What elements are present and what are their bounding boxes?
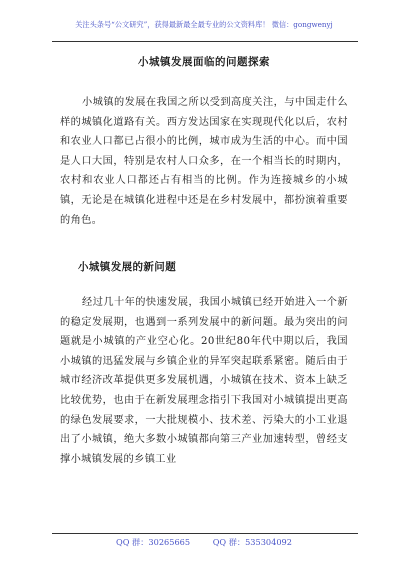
paragraph-new-problems bbox=[60, 293, 348, 517]
footer bbox=[0, 537, 408, 548]
header-divider bbox=[52, 41, 358, 42]
section-heading: 小城镇发展的新问题 bbox=[78, 261, 177, 273]
footer-qq-group-1: QQ 群：30265665 bbox=[116, 537, 191, 547]
document-title: 小城镇发展面临的问题探索 bbox=[138, 56, 270, 68]
footer-divider bbox=[52, 533, 358, 534]
paragraph-intro bbox=[60, 93, 348, 230]
footer-qq-group-2: QQ 群：535304092 bbox=[212, 537, 292, 547]
header-notice: 关注头条号“公文研究”，获得最新最全最专业的公文资料库！ 微信：gongwenyj bbox=[75, 20, 333, 29]
paragraph-intro-text: 小城镇的发展在我国之所以受到高度关注，与中国走什么样的城镇化道路有关。西方发达国家在实现现代化以后，农村和农业人口都已占很小的比例，城市成为生活的中心。而中国是人口大国，特别是农村人口众多，在一个相当长的时期内，农村和农业人口都还占有相当的比例。作为连接城乡的小城镇，无论是在城镇化进程中还是在乡村发展中，都扮演着重要的角色。 bbox=[60, 97, 348, 226]
paragraph-new-problems-text: 经过几十年的快速发展，我国小城镇已经开始进入一个新的稳定发展期，也遇到一系列发展中的新问题。最为突出的问题就是小城镇的产业空心化。20世纪80年代中期以后，我国小城镇的迅猛发展与乡镇企业的异军突起联系紧密。随后由于城市经济改革提供更多发展机遇，小城镇在技术、资本上缺乏比较优势，也由于在新发展理念指引下我国对小城镇提出更高的绿色发展要求，一大批规模小、技术差、污染大的小工业退出了小城镇，绝大多数小城镇都向第三产业加速转型，曾经支撑小城镇发展的乡镇工业 bbox=[60, 297, 348, 465]
